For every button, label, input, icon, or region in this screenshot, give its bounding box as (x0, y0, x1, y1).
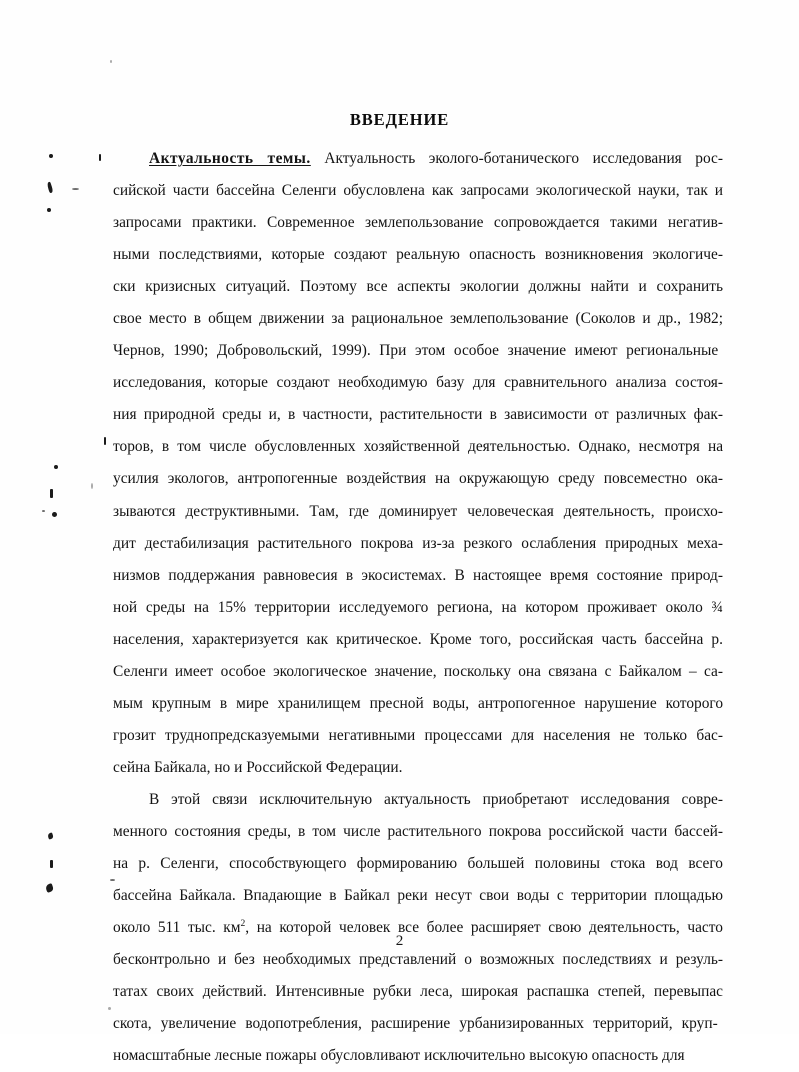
scan-speckle (42, 510, 45, 512)
text-line: мым крупным в мире хранилищем пресной воды, антропогенное нарушение которого (113, 694, 724, 712)
scan-speckle (91, 483, 93, 489)
text-line: Чернов, 1990; Добровольский, 1999). При этом особое значение имеют региональные (113, 342, 719, 360)
text-line: низмов поддержания равновесия в экосистемах. В настоящее время состояние природ- (113, 566, 724, 584)
text-line: ными последствиями, которые создают реальную опасность возникновения экологиче- (113, 246, 723, 264)
scan-speckle (50, 489, 53, 498)
text-line: сийской части бассейна Селенги обусловлена как запросами экологической науки, так и (113, 182, 724, 200)
scan-speckle (47, 832, 54, 839)
scan-speckle (72, 188, 79, 190)
lead-in-bold-underline: Актуальность темы. (149, 150, 311, 167)
text-line: сейна Байкала, но и Российской Федерации. (113, 758, 403, 776)
text-line: ски кризисных ситуаций. Поэтому все аспекты экологии должны найти и сохранить (113, 278, 724, 296)
text-line: ной среды на 15% территории исследуемого региона, на котором проживает около ¾ (113, 598, 724, 616)
text-line: номасштабные лесные пожары обусловливают исключительно высокую опасность для (113, 1047, 685, 1065)
scan-speckle (52, 512, 57, 517)
scan-speckle (47, 208, 51, 212)
scan-speckle (99, 154, 101, 161)
text-line: ния природной среды и, в частности, растительности в зависимости от различных фак- (113, 406, 724, 424)
text-line: татах своих действий. Интенсивные рубки леса, широкая распашка степей, перевыпас (113, 983, 724, 1001)
text-line: менного состояния среды, в том числе растительного покрова российской части бассей- (113, 822, 724, 840)
text-line: около 511 тыс. $км^2$, на которой человек все более расширяет свою деятельность, часто (113, 918, 723, 937)
text-line: зываются деструктивными. Там, где доминирует человеческая деятельность, происхо- (113, 502, 723, 520)
page-number: 2 (395, 932, 404, 949)
text-line: В этой связи исключительную актуальность приобретают исследования совре- (149, 790, 723, 808)
text-line: Селенги имеет особое экологическое значение, поскольку она связана с Байкалом – са- (113, 662, 724, 680)
paragraph-actualnost (113, 143, 723, 784)
scan-speckle (54, 465, 58, 469)
scan-speckle (104, 437, 106, 445)
text-line: на р. Селенги, способствующего формированию большей половины стока вод всего (113, 855, 723, 873)
scan-speckle (46, 182, 53, 194)
text-line: исследования, которые создают необходимую базу для сравнительного анализа состоя- (113, 374, 723, 392)
scan-speckle (45, 883, 54, 893)
text-line: свое место в общем движении за рациональное землепользование (Соколов и др., 1982; (113, 310, 724, 328)
page-title: ВВЕДЕНИЕ (349, 110, 450, 129)
scan-speckle (108, 1007, 111, 1010)
text-line: запросами практики. Современное землепользование сопровождается такими негатив- (113, 214, 724, 232)
text-line: скота, увеличение водопотребления, расширение урбанизированных территорий, круп- (113, 1015, 718, 1033)
text-line: Актуальность темы. Актуальность эколого-ботанического исследования рос- (149, 150, 724, 167)
superscript-exponent: 2 (240, 918, 246, 929)
text-line: населения, характеризуется как критическое. Кроме того, российская часть бассейна р. (113, 630, 723, 648)
text-line: усилия экологов, антропогенные воздействия на окружающую среду повсеместно ока- (113, 470, 723, 488)
scan-speckle (110, 60, 112, 63)
text-line: бассейна Байкала. Впадающие в Байкал реки несут свои воды с территории площадью (113, 887, 724, 905)
text-line: дит дестабилизация растительного покрова из-за резкого ослабления природных меха- (113, 534, 723, 552)
text-line: грозит труднопредсказуемыми негативными процессами для населения не только бас- (113, 726, 723, 744)
scan-speckle (49, 154, 53, 158)
paragraph-second (113, 784, 723, 1072)
scan-speckle (50, 860, 53, 868)
text-line: торов, в том числе обусловленных хозяйственной деятельностью. Однако, несмотря на (113, 438, 724, 456)
text-line: бесконтрольно и без необходимых представлений о возможных последствиях и резуль- (113, 951, 724, 969)
